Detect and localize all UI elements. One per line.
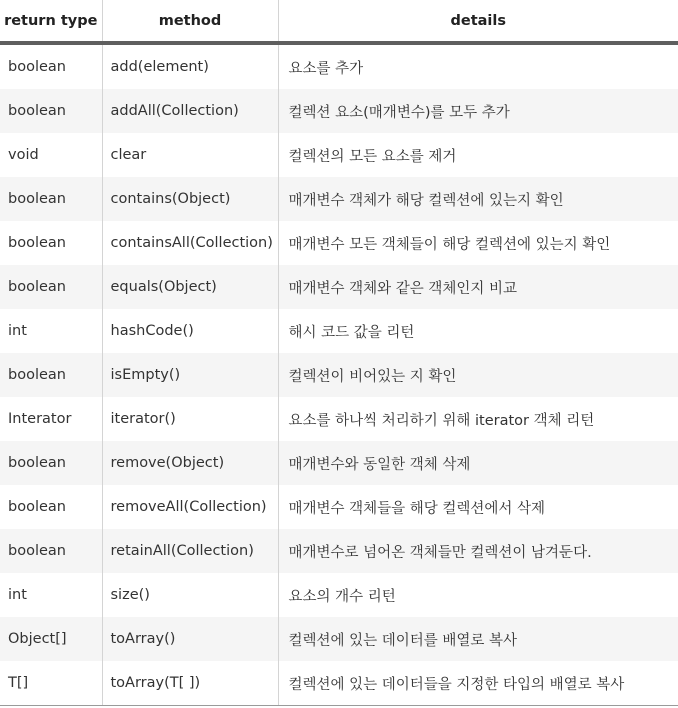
return-type-cell: void [0, 133, 102, 177]
details-cell: 컬렉션의 모든 요소를 제거 [288, 148, 457, 165]
table-row [0, 221, 678, 265]
return-type-cell: boolean [0, 221, 102, 265]
method-cell: toArray(T[ ]) [102, 661, 278, 706]
table-row [0, 309, 678, 353]
table-row [0, 661, 678, 706]
table-row [0, 485, 678, 529]
return-type-cell: boolean [0, 177, 102, 221]
return-type-cell: boolean [0, 485, 102, 529]
method-cell: removeAll(Collection) [102, 485, 278, 529]
return-type-cell: int [0, 573, 102, 617]
details-cell: 매개변수 객체와 같은 객체인지 비교 [278, 265, 678, 309]
table-row [0, 617, 678, 661]
details-cell: 요소를 하나씩 처리하기 위해 iterator 객체 리턴 [288, 412, 595, 429]
return-type-cell: Interator [0, 397, 102, 441]
return-type-cell: boolean [0, 529, 102, 573]
table-row [0, 177, 678, 221]
return-type-cell: boolean [0, 89, 102, 133]
method-cell: addAll(Collection) [102, 89, 278, 133]
header-method: method [102, 0, 278, 43]
return-type-cell: int [0, 309, 102, 353]
method-cell: size() [102, 573, 278, 617]
details-cell: 컬렉션 요소(매개변수)를 모두 추가 [278, 89, 678, 133]
return-type-cell: T[] [0, 661, 102, 706]
return-type-cell: boolean [0, 353, 102, 397]
table-row [0, 133, 678, 177]
method-cell: remove(Object) [102, 441, 278, 485]
return-type-cell: boolean [0, 441, 102, 485]
method-cell: equals(Object) [102, 265, 278, 309]
details-cell: 컬렉션에 있는 데이터를 배열로 복사 [278, 617, 678, 661]
table-row [0, 43, 678, 89]
method-cell: hashCode() [102, 309, 278, 353]
method-cell: toArray() [102, 617, 278, 661]
table-header [0, 0, 678, 43]
table-row [0, 573, 678, 617]
return-type-cell: boolean [0, 43, 102, 89]
details-cell: 매개변수 객체들을 해당 컬렉션에서 삭제 [288, 500, 546, 517]
table-row [0, 89, 678, 133]
details-cell: 요소를 추가 [288, 60, 364, 77]
method-cell: contains(Object) [102, 177, 278, 221]
header-row [0, 0, 678, 43]
header-return-type: return type [0, 0, 102, 43]
details-cell: 컬렉션에 있는 데이터들을 지정한 타입의 배열로 복사 [278, 661, 678, 706]
table-row [0, 441, 678, 485]
table-row [0, 265, 678, 309]
details-cell: 해시 코드 값을 리턴 [288, 324, 415, 341]
details-cell: 매개변수와 동일한 객체 삭제 [278, 441, 678, 485]
method-cell: clear [102, 133, 278, 177]
method-cell: iterator() [102, 397, 278, 441]
method-cell: add(element) [102, 43, 278, 89]
method-cell: containsAll(Collection) [102, 221, 278, 265]
details-cell: 매개변수 객체가 해당 컬렉션에 있는지 확인 [278, 177, 678, 221]
method-cell: retainAll(Collection) [102, 529, 278, 573]
details-cell: 매개변수 모든 객체들이 해당 컬렉션에 있는지 확인 [288, 236, 611, 253]
header-details: details [278, 0, 678, 43]
table-row [0, 529, 678, 573]
return-type-cell: boolean [0, 265, 102, 309]
table-row [0, 353, 678, 397]
return-type-cell: Object[] [0, 617, 102, 661]
details-cell: 컬렉션이 비어있는 지 확인 [278, 353, 678, 397]
table-body [0, 43, 678, 706]
method-cell: isEmpty() [102, 353, 278, 397]
details-cell: 매개변수로 넘어온 객체들만 컬렉션이 남겨둔다. [278, 529, 678, 573]
details-cell: 요소의 개수 리턴 [288, 588, 396, 605]
table-row [0, 397, 678, 441]
